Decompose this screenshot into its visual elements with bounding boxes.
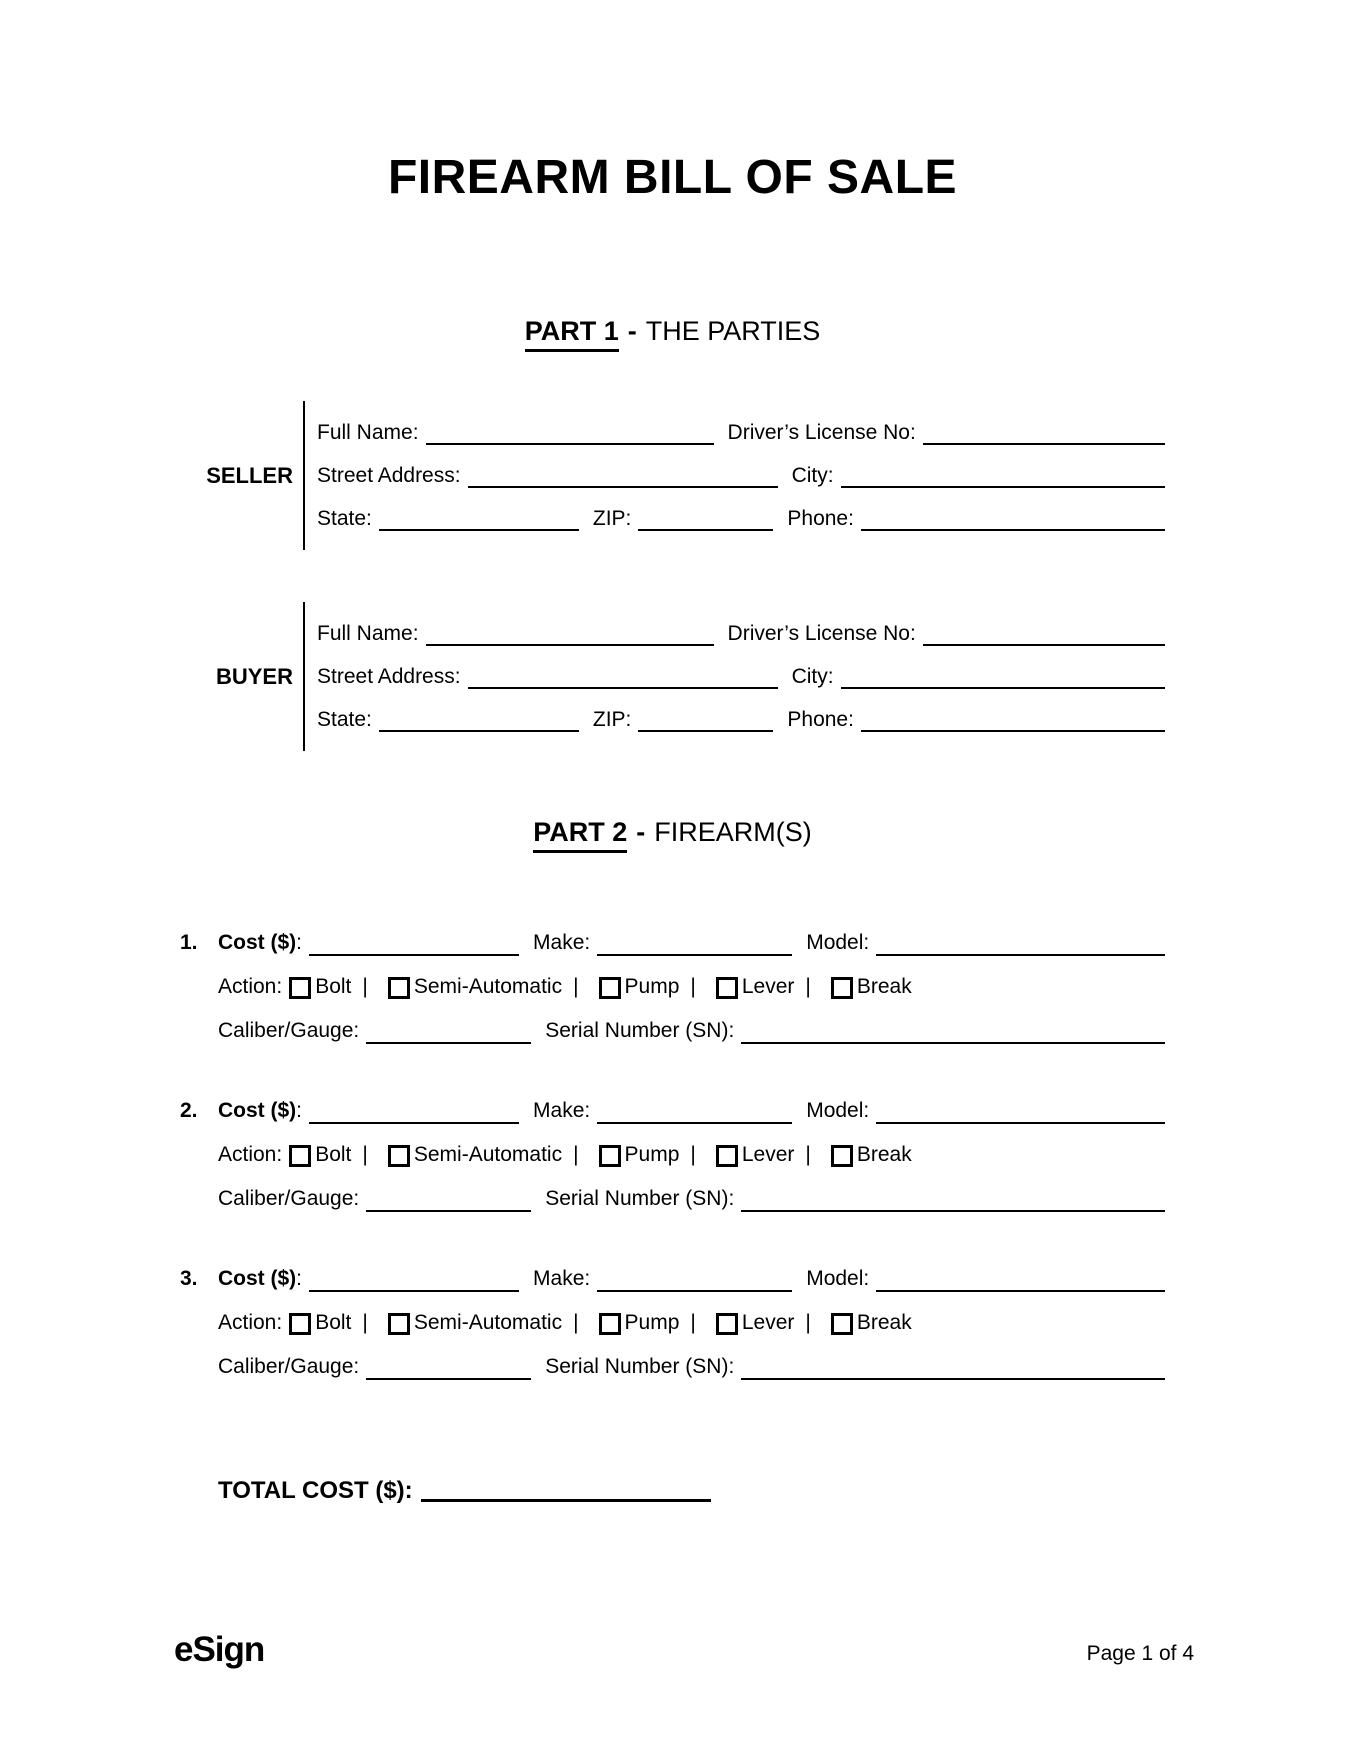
firearm-item-2 — [180, 1089, 1165, 1221]
part1-heading — [180, 314, 1165, 352]
buyer-city-field[interactable] — [841, 687, 1165, 689]
part2-heading-label: PART 2 — [533, 815, 627, 853]
part1-heading-subtitle: THE PARTIES — [645, 316, 821, 346]
firearm-list — [180, 921, 1165, 1389]
firearm-3-make-field[interactable] — [597, 1290, 792, 1292]
firearm-1-model-field[interactable] — [876, 954, 1165, 956]
total-cost-field[interactable] — [421, 1499, 711, 1502]
firearm-1-row-caliber — [218, 1009, 1165, 1053]
firearm-1-action-bolt-checkbox[interactable] — [289, 977, 311, 999]
firearm-2-action-lever-checkbox[interactable] — [716, 1145, 738, 1167]
seller-state-field[interactable] — [379, 529, 579, 531]
seller-phone-field[interactable] — [861, 529, 1165, 531]
firearm-1-number: 1. — [180, 931, 198, 954]
part2-heading-subtitle: FIREARM(S) — [654, 817, 812, 847]
cost-label: Cost ($) — [218, 931, 297, 954]
make-label: Make: — [533, 1267, 591, 1290]
buyer-full-name-field[interactable] — [426, 644, 714, 646]
buyer-row-address — [317, 655, 1165, 698]
action-option-break: Break — [856, 1143, 912, 1166]
city-label: City: — [791, 665, 834, 688]
seller-full-name-field[interactable] — [426, 443, 714, 445]
firearm-2-model-field[interactable] — [876, 1122, 1165, 1124]
buyer-row-name — [317, 612, 1165, 655]
part2-heading-separator: - — [636, 817, 646, 847]
firearm-3-action-semi-automatic-checkbox[interactable] — [388, 1313, 410, 1335]
firearm-3-row-caliber — [218, 1345, 1165, 1389]
action-option-pump: Pump — [624, 1143, 680, 1166]
model-label: Model: — [806, 931, 870, 954]
caliber-gauge-label: Caliber/Gauge: — [218, 1187, 360, 1210]
action-label: Action: — [218, 1143, 283, 1166]
zip-label: ZIP: — [592, 708, 632, 731]
city-label: City: — [791, 464, 834, 487]
drivers-license-label: Driver’s License No: — [727, 421, 916, 444]
page-content — [0, 150, 1346, 1506]
firearm-1-action-lever-checkbox[interactable] — [716, 977, 738, 999]
cost-colon: : — [296, 931, 303, 954]
firearm-1-make-field[interactable] — [597, 954, 792, 956]
seller-section — [180, 401, 1165, 550]
model-label: Model: — [806, 1099, 870, 1122]
firearm-2-make-field[interactable] — [597, 1122, 792, 1124]
firearm-3-serial-field[interactable] — [741, 1378, 1165, 1380]
action-option-pump: Pump — [624, 975, 680, 998]
firearm-2-serial-field[interactable] — [741, 1210, 1165, 1212]
action-separator: | — [805, 975, 811, 998]
firearm-2-row-action — [218, 1133, 1165, 1177]
firearm-3-action-lever-checkbox[interactable] — [716, 1313, 738, 1335]
action-option-lever: Lever — [741, 1311, 795, 1334]
make-label: Make: — [533, 931, 591, 954]
firearm-2-number: 2. — [180, 1099, 198, 1122]
firearm-1-caliber-field[interactable] — [366, 1042, 531, 1044]
firearm-2-caliber-field[interactable] — [366, 1210, 531, 1212]
buyer-drivers-license-field[interactable] — [923, 644, 1165, 646]
buyer-zip-field[interactable] — [638, 730, 773, 732]
buyer-row-state — [317, 698, 1165, 741]
phone-label: Phone: — [787, 507, 854, 530]
action-option-bolt: Bolt — [315, 1311, 352, 1334]
seller-row-name — [317, 411, 1165, 454]
buyer-fields — [303, 602, 1165, 751]
state-label: State: — [317, 708, 372, 731]
firearm-1-action-pump-checkbox[interactable] — [599, 977, 621, 999]
seller-city-field[interactable] — [841, 486, 1165, 488]
firearm-2-cost-field[interactable] — [309, 1122, 519, 1124]
total-cost-label: TOTAL COST ($): — [218, 1477, 413, 1504]
firearm-3-model-field[interactable] — [876, 1290, 1165, 1292]
cost-label: Cost ($) — [218, 1267, 297, 1290]
buyer-section — [180, 602, 1165, 751]
cost-colon: : — [296, 1267, 303, 1290]
seller-zip-field[interactable] — [638, 529, 773, 531]
action-option-break: Break — [856, 1311, 912, 1334]
firearm-1-serial-field[interactable] — [741, 1042, 1165, 1044]
action-option-semi-automatic: Semi-Automatic — [413, 975, 563, 998]
firearm-2-action-semi-automatic-checkbox[interactable] — [388, 1145, 410, 1167]
firearm-2-action-bolt-checkbox[interactable] — [289, 1145, 311, 1167]
cost-label: Cost ($) — [218, 1099, 297, 1122]
serial-number-label: Serial Number (SN): — [545, 1187, 735, 1210]
firearm-3-row-cost — [218, 1257, 1165, 1301]
part1-heading-separator: - — [627, 316, 637, 346]
action-separator: | — [362, 1143, 368, 1166]
esign-logo: eSign — [174, 1630, 265, 1669]
firearm-2-action-pump-checkbox[interactable] — [599, 1145, 621, 1167]
buyer-phone-field[interactable] — [861, 730, 1165, 732]
action-separator: | — [690, 1311, 696, 1334]
action-option-semi-automatic: Semi-Automatic — [413, 1311, 563, 1334]
action-separator: | — [573, 1311, 579, 1334]
action-option-bolt: Bolt — [315, 975, 352, 998]
firearm-1-action-break-checkbox[interactable] — [831, 977, 853, 999]
action-separator: | — [690, 1143, 696, 1166]
seller-label: SELLER — [206, 462, 293, 488]
state-label: State: — [317, 507, 372, 530]
action-option-lever: Lever — [741, 1143, 795, 1166]
seller-street-address-field[interactable] — [468, 486, 778, 488]
serial-number-label: Serial Number (SN): — [545, 1355, 735, 1378]
action-option-break: Break — [856, 975, 912, 998]
firearm-2-row-caliber — [218, 1177, 1165, 1221]
serial-number-label: Serial Number (SN): — [545, 1019, 735, 1042]
full-name-label: Full Name: — [317, 421, 419, 444]
full-name-label: Full Name: — [317, 622, 419, 645]
action-label: Action: — [218, 1311, 283, 1334]
buyer-label: BUYER — [215, 663, 293, 689]
caliber-gauge-label: Caliber/Gauge: — [218, 1355, 360, 1378]
seller-fields — [303, 401, 1165, 550]
phone-label: Phone: — [787, 708, 854, 731]
seller-drivers-license-field[interactable] — [923, 443, 1165, 445]
firearm-3-caliber-field[interactable] — [366, 1378, 531, 1380]
firearm-3-action-break-checkbox[interactable] — [831, 1313, 853, 1335]
firearm-3-cost-field[interactable] — [309, 1290, 519, 1292]
firearm-1-row-cost — [218, 921, 1165, 965]
firearm-3-action-bolt-checkbox[interactable] — [289, 1313, 311, 1335]
action-option-lever: Lever — [741, 975, 795, 998]
buyer-street-address-field[interactable] — [468, 687, 778, 689]
model-label: Model: — [806, 1267, 870, 1290]
part1-heading-label: PART 1 — [525, 314, 619, 352]
page-indicator: Page 1 of 4 — [1086, 1642, 1194, 1665]
firearm-3-action-pump-checkbox[interactable] — [599, 1313, 621, 1335]
cost-colon: : — [296, 1099, 303, 1122]
seller-row-state — [317, 497, 1165, 540]
zip-label: ZIP: — [592, 507, 632, 530]
part2-heading — [180, 815, 1165, 853]
action-separator: | — [362, 975, 368, 998]
firearm-2-action-break-checkbox[interactable] — [831, 1145, 853, 1167]
action-separator: | — [690, 975, 696, 998]
caliber-gauge-label: Caliber/Gauge: — [218, 1019, 360, 1042]
action-option-semi-automatic: Semi-Automatic — [413, 1143, 563, 1166]
firearm-item-1 — [180, 921, 1165, 1053]
action-separator: | — [805, 1311, 811, 1334]
total-cost-row — [218, 1476, 1165, 1506]
action-separator: | — [805, 1143, 811, 1166]
action-separator: | — [573, 975, 579, 998]
seller-row-address — [317, 454, 1165, 497]
action-separator: | — [362, 1311, 368, 1334]
action-option-bolt: Bolt — [315, 1143, 352, 1166]
action-separator: | — [573, 1143, 579, 1166]
firearm-3-number: 3. — [180, 1267, 198, 1290]
buyer-state-field[interactable] — [379, 730, 579, 732]
action-label: Action: — [218, 975, 283, 998]
firearm-1-action-semi-automatic-checkbox[interactable] — [388, 977, 410, 999]
firearm-1-cost-field[interactable] — [309, 954, 519, 956]
firearm-3-row-action — [218, 1301, 1165, 1345]
drivers-license-label: Driver’s License No: — [727, 622, 916, 645]
firearm-item-3 — [180, 1257, 1165, 1389]
document-title: FIREARM BILL OF SALE — [387, 151, 958, 204]
street-address-label: Street Address: — [317, 665, 461, 688]
street-address-label: Street Address: — [317, 464, 461, 487]
firearm-2-row-cost — [218, 1089, 1165, 1133]
action-option-pump: Pump — [624, 1311, 680, 1334]
firearm-1-row-action — [218, 965, 1165, 1009]
make-label: Make: — [533, 1099, 591, 1122]
